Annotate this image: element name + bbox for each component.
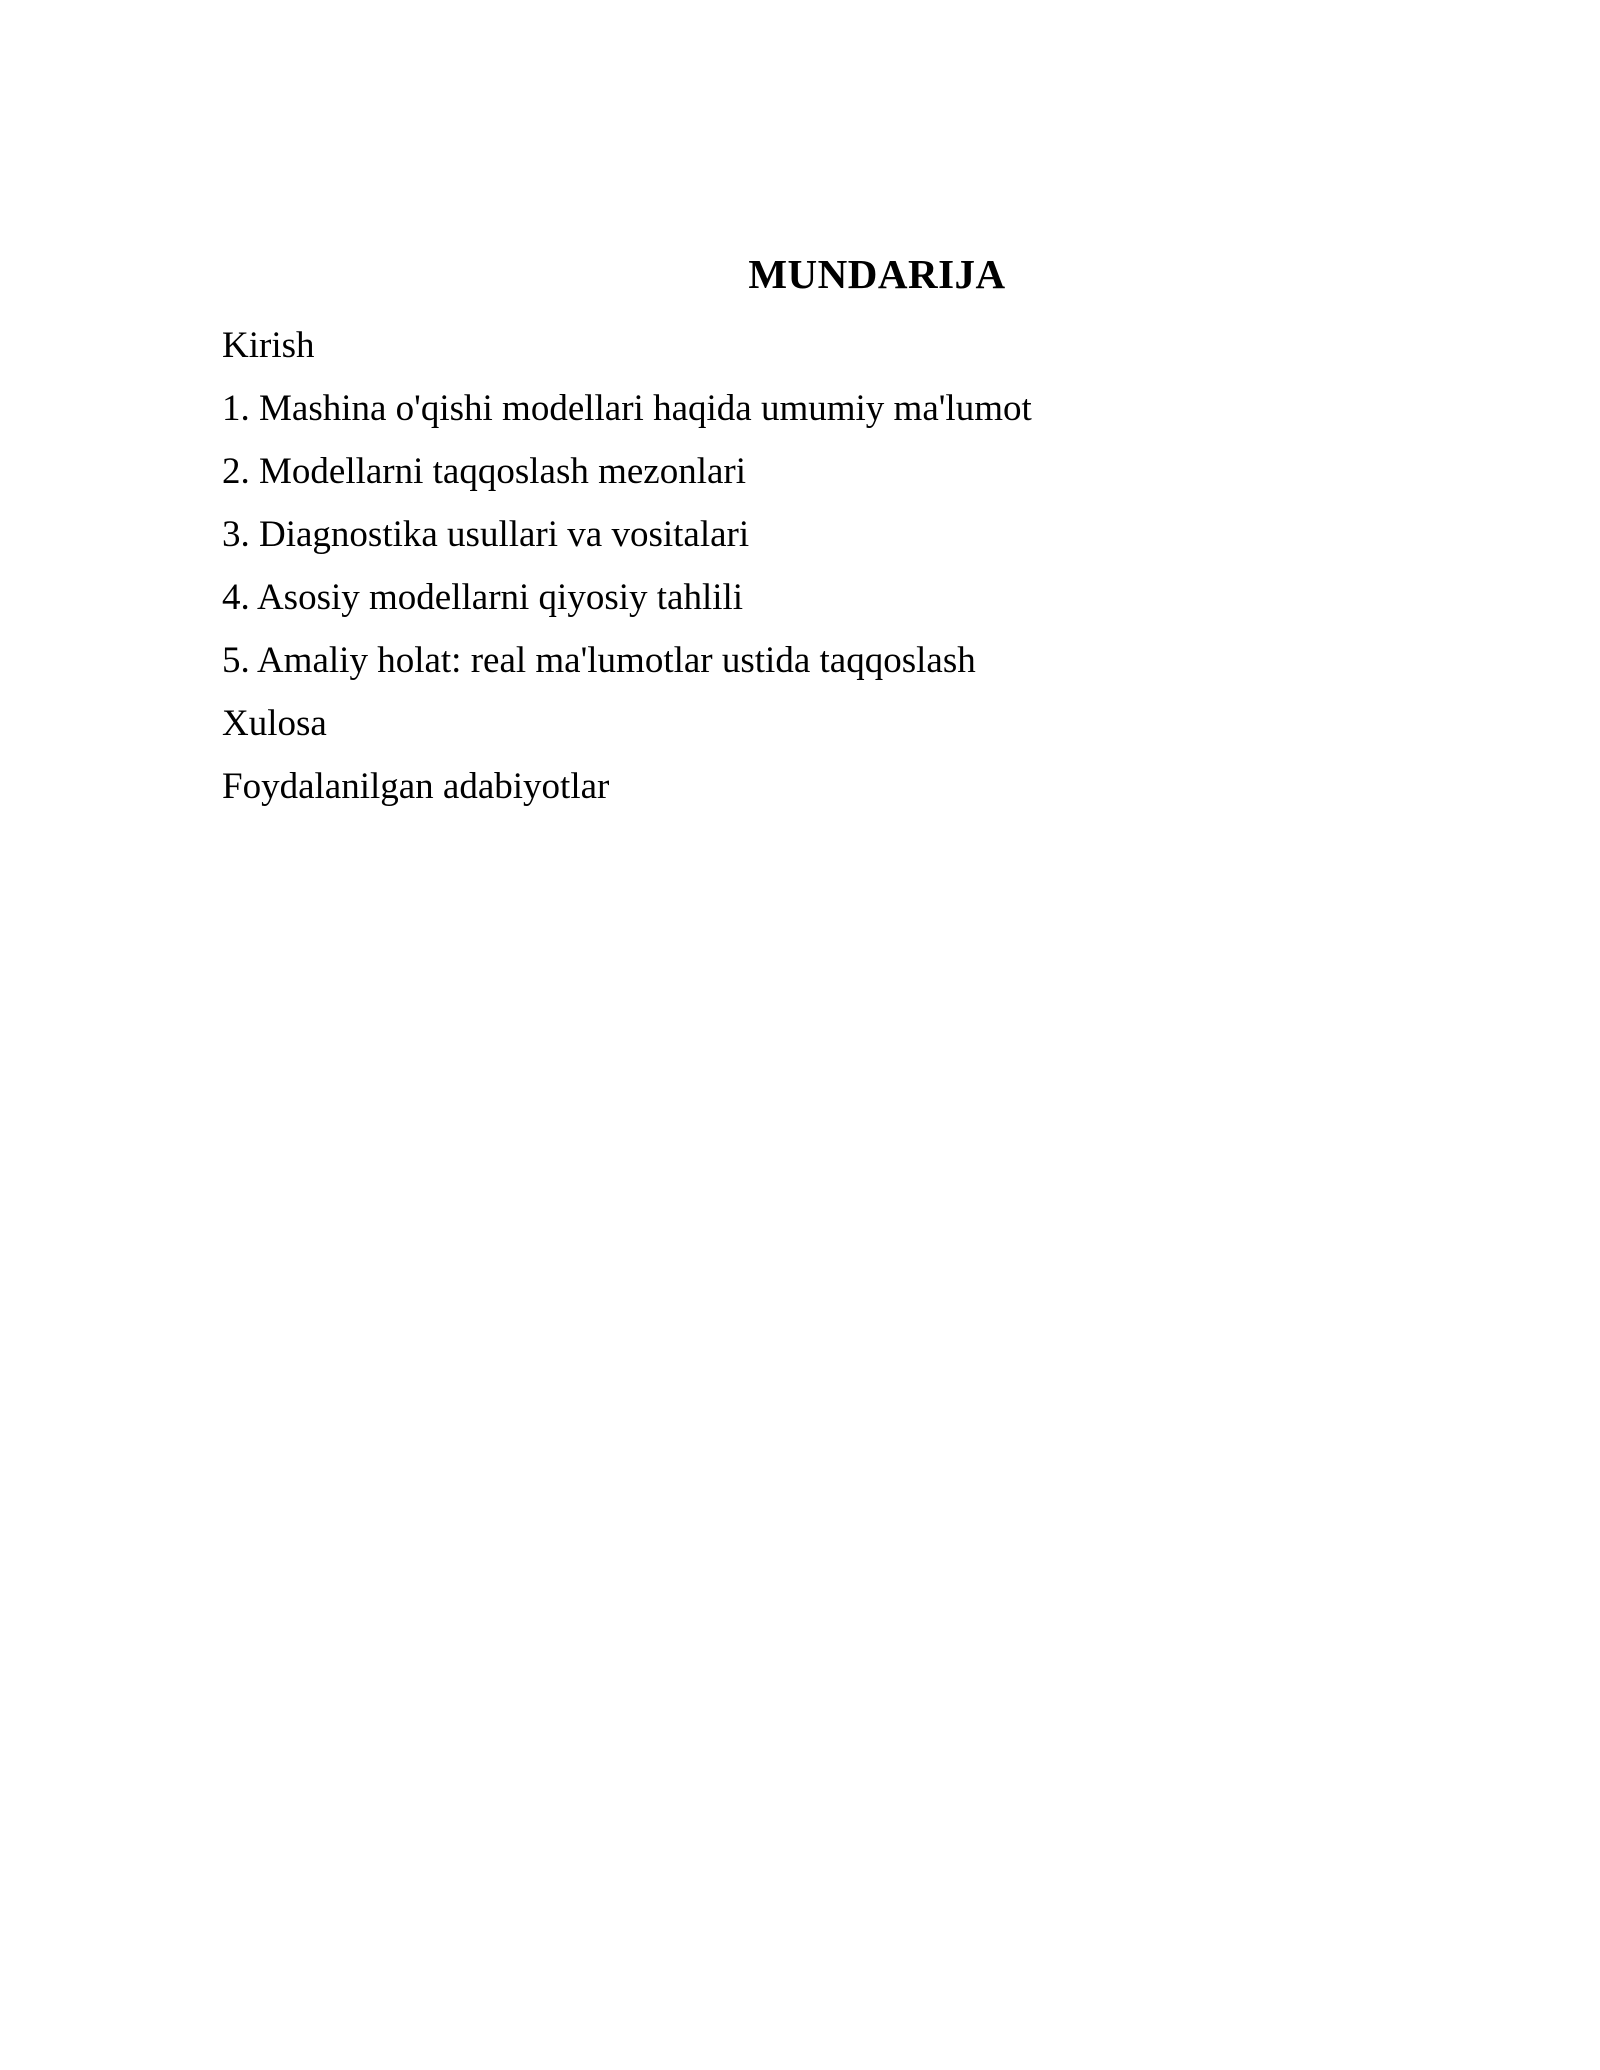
table-of-contents (222, 246, 1378, 818)
toc-item-chapter-4: 4. Asosiy modellarni qiyosiy tahlili (222, 577, 744, 618)
toc-item-chapter-3: 3. Diagnostika usullari va vositalari (222, 514, 750, 555)
toc-item-introduction: Kirish (222, 325, 315, 366)
toc-list (222, 314, 1378, 818)
toc-item-references: Foydalanilgan adabiyotlar (222, 766, 610, 807)
toc-item-chapter-2: 2. Modellarni taqqoslash mezonlari (222, 451, 747, 492)
toc-title: MUNDARIJA (748, 251, 1006, 297)
toc-item-conclusion: Xulosa (222, 703, 327, 744)
toc-item-chapter-1: 1. Mashina o'qishi modellari haqida umumiy ma'lumot (222, 388, 1032, 429)
toc-item-chapter-5: 5. Amaliy holat: real ma'lumotlar ustida taqqoslash (222, 640, 976, 681)
